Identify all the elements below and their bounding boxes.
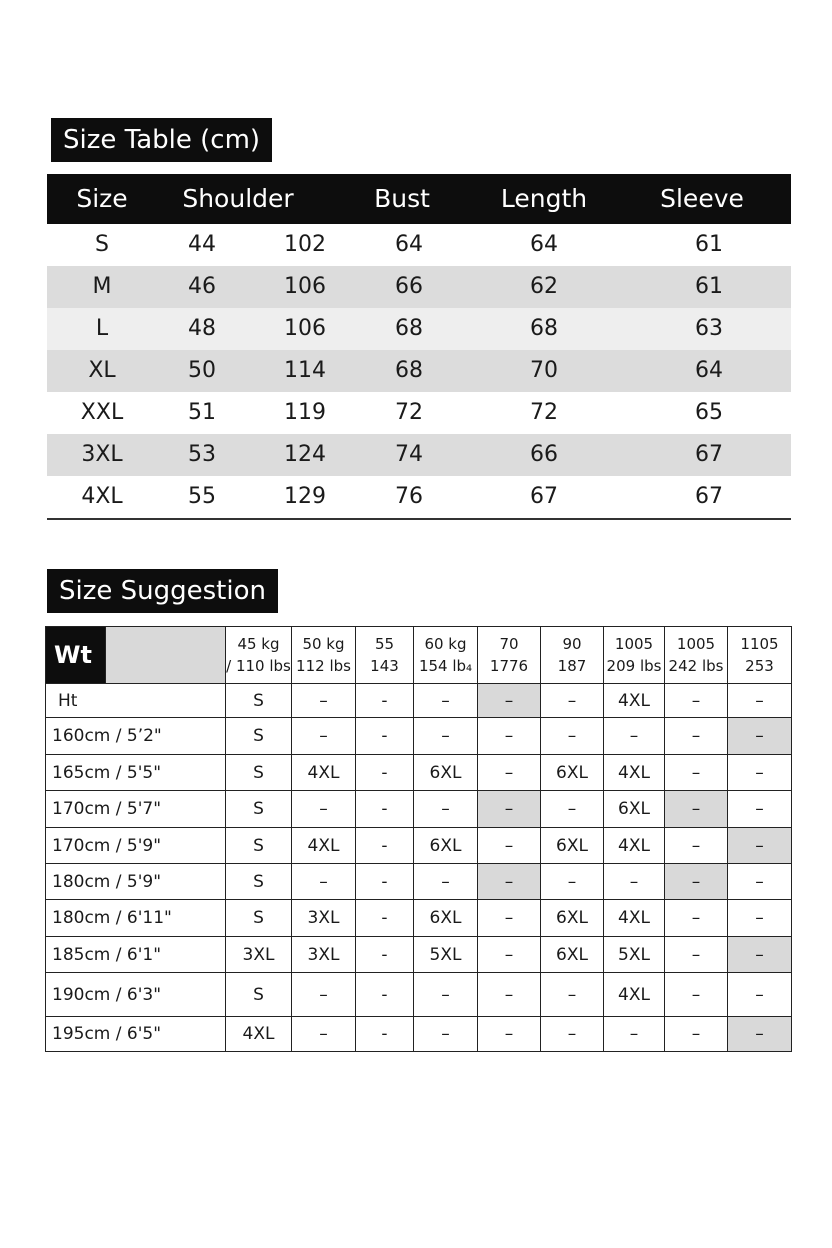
size-table-title: Size Table (cm) [51, 118, 272, 162]
size-cell: – [478, 900, 541, 937]
height-label: 160cm / 5’2" [46, 718, 226, 755]
size-cell: - [356, 864, 414, 900]
weight-header-line2: 112 lbs [296, 657, 351, 675]
size-table-cell: 72 [395, 400, 423, 425]
size-cell: – [478, 684, 541, 718]
size-cell: - [356, 791, 414, 828]
size-cell: – [728, 1017, 792, 1052]
weight-header [665, 627, 728, 684]
size-cell: – [478, 791, 541, 828]
weight-header [226, 627, 292, 684]
weight-header-line1: 1105 [740, 635, 779, 653]
size-cell: 6XL [541, 755, 604, 791]
size-cell: – [665, 755, 728, 791]
size-cell: - [356, 937, 414, 973]
size-cell: – [478, 864, 541, 900]
size-table-cell: 55 [188, 484, 216, 509]
size-cell: – [728, 900, 792, 937]
size-cell: – [414, 791, 478, 828]
weight-corner-label: Wt [46, 627, 106, 684]
size-table-cell: 102 [284, 232, 326, 257]
size-cell: - [356, 973, 414, 1017]
size-cell: – [728, 973, 792, 1017]
size-cell: - [356, 684, 414, 718]
weight-header-line1: 50 kg [302, 635, 345, 653]
size-cell: 3XL [292, 937, 356, 973]
size-cell: – [665, 828, 728, 864]
size-table-row [47, 308, 791, 350]
height-label: 180cm / 5'9" [46, 864, 226, 900]
size-cell: S [226, 900, 292, 937]
size-cell: – [292, 864, 356, 900]
weight-header-line2: 253 [745, 657, 774, 675]
size-cell: – [414, 1017, 478, 1052]
height-label: 170cm / 5'9" [46, 828, 226, 864]
height-row [46, 973, 792, 1017]
size-table-row [47, 434, 791, 476]
size-cell: – [665, 791, 728, 828]
size-cell: – [665, 937, 728, 973]
size-cell: 6XL [541, 900, 604, 937]
size-cell: – [728, 864, 792, 900]
size-table-cell: 63 [695, 316, 723, 341]
size-cell: – [728, 755, 792, 791]
size-cell: 5XL [604, 937, 665, 973]
weight-header [414, 627, 478, 684]
size-table-cell: 64 [695, 358, 723, 383]
size-cell: – [728, 791, 792, 828]
weight-header-line2: 1776 [489, 657, 529, 675]
size-cell: – [604, 864, 665, 900]
size-cell: – [292, 973, 356, 1017]
size-table-cell: 74 [395, 442, 423, 467]
size-cell: – [541, 718, 604, 755]
weight-header-line1: 45 kg [237, 635, 280, 653]
size-cell: - [356, 755, 414, 791]
size-table-cell: 48 [188, 316, 216, 341]
size-cell: – [478, 937, 541, 973]
size-cell: 4XL [604, 900, 665, 937]
size-cell: 4XL [604, 828, 665, 864]
height-row [46, 937, 792, 973]
size-cell: - [356, 900, 414, 937]
size-table-cell: 66 [530, 442, 558, 467]
header-bust: Bust [374, 184, 430, 213]
size-cell: – [414, 973, 478, 1017]
size-table-cell: 70 [530, 358, 558, 383]
size-cell: S [226, 791, 292, 828]
size-cell: 6XL [414, 900, 478, 937]
height-label: 170cm / 5'7" [46, 791, 226, 828]
header-length: Length [500, 184, 588, 213]
size-table-cell: 68 [395, 358, 423, 383]
size-cell: 5XL [414, 937, 478, 973]
height-row [46, 864, 792, 900]
height-row [46, 791, 792, 828]
height-row [46, 1017, 792, 1052]
header-sleeve: Sleeve [660, 184, 744, 213]
size-cell: 3XL [226, 937, 292, 973]
size-table-cell: 61 [695, 232, 723, 257]
size-cell: – [728, 828, 792, 864]
size-cell: – [478, 718, 541, 755]
size-table-cell: 65 [695, 400, 723, 425]
size-table-cell: XXL [80, 400, 124, 425]
height-row [46, 828, 792, 864]
weight-header-line2: 143 [370, 657, 399, 675]
size-cell: – [478, 1017, 541, 1052]
weight-header-row [46, 627, 792, 684]
size-cell: 3XL [292, 900, 356, 937]
size-cell: – [292, 684, 356, 718]
size-cell: 4XL [292, 828, 356, 864]
size-cell: S [226, 828, 292, 864]
size-table-cell: L [95, 316, 109, 341]
header-size: Size [76, 184, 128, 213]
height-row [46, 718, 792, 755]
size-cell: – [292, 718, 356, 755]
height-row [46, 755, 792, 791]
size-cell: – [414, 718, 478, 755]
size-cell: – [541, 684, 604, 718]
height-label: 180cm / 6'11" [46, 900, 226, 937]
size-cell: 6XL [414, 828, 478, 864]
size-table-row [47, 350, 791, 392]
size-cell: S [226, 973, 292, 1017]
size-cell: – [665, 900, 728, 937]
height-label: 165cm / 5'5" [46, 755, 226, 791]
size-table-row [47, 224, 791, 266]
size-table-cell: 67 [695, 442, 723, 467]
weight-corner-fill [106, 627, 226, 684]
height-row [46, 684, 792, 718]
size-table-row [47, 476, 791, 518]
size-cell: – [665, 718, 728, 755]
size-cell: – [604, 718, 665, 755]
size-cell: – [604, 1017, 665, 1052]
weight-header-line2: 154 lb₄ [418, 657, 473, 675]
size-table-cell: 114 [284, 358, 326, 383]
size-table-cell: M [92, 274, 112, 299]
size-cell: 4XL [604, 755, 665, 791]
weight-header-line2: 187 [557, 657, 587, 675]
weight-header [478, 627, 541, 684]
size-table-cell: 53 [188, 442, 216, 467]
height-label: Ht [46, 684, 226, 718]
size-cell: – [665, 1017, 728, 1052]
size-cell: – [414, 864, 478, 900]
size-cell: 6XL [414, 755, 478, 791]
weight-header [541, 627, 604, 684]
size-table-cell: 68 [530, 316, 558, 341]
height-label: 195cm / 6'5" [46, 1017, 226, 1052]
size-cell: – [728, 937, 792, 973]
weight-header-line2: 242 lbs [668, 657, 724, 675]
size-cell: 6XL [604, 791, 665, 828]
size-cell: S [226, 718, 292, 755]
size-table-cell: 124 [284, 442, 326, 467]
size-table-cell: 68 [395, 316, 423, 341]
weight-header-line1: 70 [499, 635, 519, 653]
header-shoulder: Shoulder [182, 184, 294, 213]
size-table-cell: 106 [284, 316, 326, 341]
size-cell: - [356, 828, 414, 864]
weight-header-line1: 1005 [614, 635, 654, 653]
size-table-cell: 106 [284, 274, 326, 299]
weight-header-line1: 55 [374, 635, 395, 653]
size-table-cell: 64 [395, 232, 423, 257]
size-table-cell: 67 [530, 484, 558, 509]
size-cell: - [356, 1017, 414, 1052]
height-label: 185cm / 6'1" [46, 937, 226, 973]
size-cell: S [226, 755, 292, 791]
weight-header-line2: / 110 lbs [226, 657, 291, 675]
weight-header-line1: 1005 [676, 635, 716, 653]
height-label: 190cm / 6'3" [46, 973, 226, 1017]
size-table-cell: 50 [188, 358, 216, 383]
size-cell: S [226, 864, 292, 900]
weight-header-line1: 60 kg [424, 635, 467, 653]
size-cell: – [665, 684, 728, 718]
size-table-header [47, 174, 791, 224]
size-cell: – [478, 755, 541, 791]
size-cell: – [728, 684, 792, 718]
size-table-row [47, 266, 791, 308]
size-table-body [47, 224, 791, 518]
size-table-cell: 4XL [81, 484, 123, 509]
size-cell: – [541, 864, 604, 900]
size-cell: – [414, 684, 478, 718]
size-table-cell: 3XL [81, 442, 123, 467]
size-table-cell: S [95, 232, 109, 257]
size-table-cell: 119 [284, 400, 326, 425]
size-table-cell: XL [88, 358, 116, 383]
height-row [46, 900, 792, 937]
size-table [47, 174, 791, 520]
size-cell: – [665, 973, 728, 1017]
size-cell: – [478, 973, 541, 1017]
size-cell: – [541, 1017, 604, 1052]
size-table-cell: 44 [188, 232, 216, 257]
weight-header-line2: 209 lbs [606, 657, 662, 675]
weight-header [604, 627, 665, 684]
size-cell: – [292, 791, 356, 828]
size-cell: 4XL [604, 684, 665, 718]
size-cell: 4XL [292, 755, 356, 791]
weight-header [728, 627, 792, 684]
size-cell: - [356, 718, 414, 755]
size-cell: 4XL [226, 1017, 292, 1052]
size-table-cell: 64 [530, 232, 558, 257]
size-table-row [47, 392, 791, 434]
size-cell: – [541, 791, 604, 828]
size-suggestion-title: Size Suggestion [47, 569, 278, 613]
size-table-cell: 72 [530, 400, 558, 425]
size-cell: – [478, 828, 541, 864]
size-cell: – [292, 1017, 356, 1052]
size-table-cell: 46 [188, 274, 216, 299]
size-cell: 6XL [541, 828, 604, 864]
size-table-cell: 76 [395, 484, 423, 509]
size-table-cell: 61 [695, 274, 723, 299]
weight-header-line1: 90 [562, 635, 582, 653]
size-cell: – [728, 718, 792, 755]
size-cell: 4XL [604, 973, 665, 1017]
size-table-cell: 51 [188, 400, 216, 425]
size-cell: 6XL [541, 937, 604, 973]
size-cell: – [541, 973, 604, 1017]
size-table-cell: 66 [395, 274, 423, 299]
size-table-cell: 62 [530, 274, 558, 299]
size-cell: S [226, 684, 292, 718]
size-cell: – [665, 864, 728, 900]
size-suggestion-grid [45, 626, 792, 1052]
size-table-cell: 67 [695, 484, 723, 509]
weight-header [356, 627, 414, 684]
size-table-cell: 129 [284, 484, 326, 509]
weight-header [292, 627, 356, 684]
